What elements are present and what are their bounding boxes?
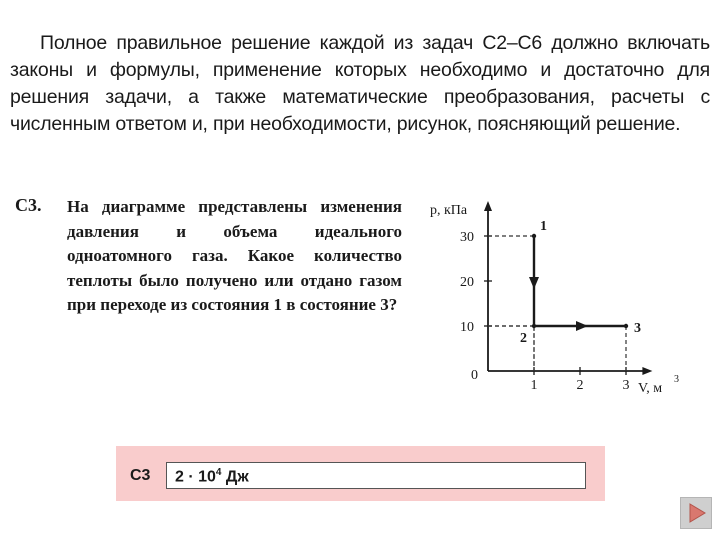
process-arrow [576, 321, 588, 331]
answer-mantissa: 2 · 10 [175, 468, 216, 486]
intro-paragraph: Полное правильное решение каждой из задач С2–С6 должно включать законы и формулы, применение которых необходимо и достаточно для решения задачи, а также математические преобразования, расчеты с численным ответом и, при необходимости, рисунок, поясняющий решение. [10, 32, 710, 135]
answer-field [166, 462, 586, 489]
y-tick-label: 10 [460, 320, 474, 335]
y-tick-label: 20 [460, 275, 474, 290]
origin-label: 0 [471, 368, 478, 383]
problem-number: С3. [15, 195, 42, 215]
process-arrow [529, 277, 539, 289]
answer-label: С3 [130, 467, 151, 484]
state-point [532, 324, 536, 328]
state-point [624, 324, 628, 328]
x-tick-label: 3 [622, 378, 630, 393]
answer-exponent: 4 [215, 467, 222, 478]
y-axis-arrow [484, 201, 492, 211]
y-tick-label: 30 [460, 230, 474, 245]
state-label: 3 [634, 321, 641, 336]
state-point [532, 234, 536, 238]
play-triangle-icon [681, 498, 711, 528]
next-slide-button[interactable] [680, 497, 712, 529]
state-label: 2 [520, 331, 527, 346]
x-tick-label: 2 [576, 378, 584, 393]
pv-diagram [430, 198, 690, 403]
state-label: 1 [540, 219, 547, 234]
problem-text: На диаграмме представлены изменения давления и объема идеального одноатомного газа. Какое количество теплоты было получено или отдано газом при переходе из состояния 1 в состояние 3? [67, 197, 402, 314]
x-axis-label: V, м [638, 381, 663, 396]
y-axis-label: p, кПа [430, 203, 468, 218]
x-tick-label: 1 [530, 378, 538, 393]
x-axis-arrow [642, 367, 652, 375]
x-axis-label-exponent: 3 [674, 374, 679, 385]
answer-unit: Дж [221, 468, 249, 486]
